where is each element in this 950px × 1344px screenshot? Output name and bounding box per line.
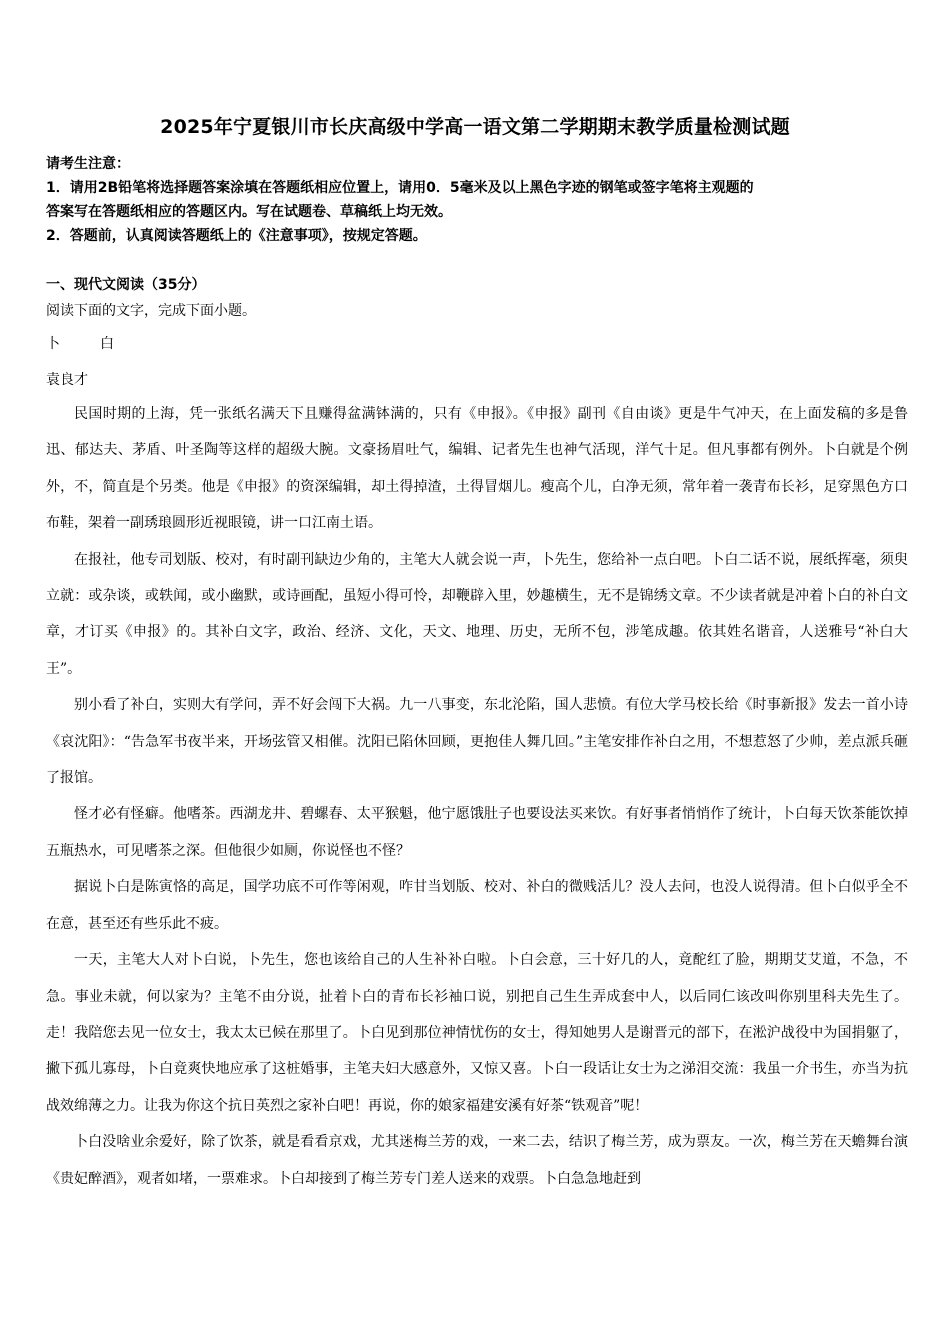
exam-title: 2025年宁夏银川市长庆高级中学高一语文第二学期期末教学质量检测试题 — [160, 116, 790, 138]
passage-paragraph: 怪才必有怪癖。他嗜茶。西湖龙井、碧螺春、太平猴魁，他宁愿饿肚子也要设法买来饮。有好事者悄悄作了统计，卜白每天饮茶能饮掉五瓶热水，可见嗜茶之深。但他很少如厕，你说怪也不怪？ — [46, 806, 908, 859]
passage-paragraph: 据说卜白是陈寅恪的高足，国学功底不可作等闲观，咋甘当划版、校对、补白的微贱活儿？没人去问，也没人说得清。但卜白似乎全不在意，甚至还有些乐此不疲。 — [46, 879, 908, 932]
passage-title: 卜白 — [46, 336, 154, 352]
reading-instruction: 阅读下面的文字，完成下面小题。 — [46, 303, 256, 319]
passage-paragraph: 在报社，他专司划版、校对，有时副刊缺边少角的，主笔大人就会说一声，卜先生，您给补一点白吧。卜白二话不说，展纸挥毫，须臾立就：或杂谈，或轶闻，或小幽默，或诗画配，虽短小得可怜，却鞭辟入里，妙趣横生，无不是锦绣文章。不少读者就是冲着卜白的补白文章，才订买《申报》的。其补白文字，政治、经济、文化，天文、地理、历史，无所不包，涉笔成趣。依其姓名谐音，人送雅号“补白大王”。 — [46, 551, 908, 677]
passage-body — [46, 396, 908, 1197]
passage-paragraph: 民国时期的上海，凭一张纸名满天下且赚得盆满钵满的，只有《申报》。《申报》副刊《自由谈》更是牛气冲天，在上面发稿的多是鲁迅、郁达夫、茅盾、叶圣陶等这样的超级大腕。文豪扬眉吐气，编辑、记者先生也神气活现，洋气十足。但凡事都有例外。卜白就是个例外，不，简直是个另类。他是《申报》的资深编辑，却土得掉渣，土得冒烟儿。瘦高个儿，白净无须，常年着一袭青布长衫，足穿黑色方口布鞋，架着一副琇琅圆形近视眼镜，讲一口江南土语。 — [46, 406, 908, 532]
notice-heading: 请考生注意： — [46, 156, 130, 172]
passage-paragraph: 卜白没啥业余爱好，除了饮茶，就是看看京戏，尤其迷梅兰芳的戏，一来二去，结识了梅兰芳，成为票友。一次，梅兰芳在天蟾舞台演《贵妃醉酒》，观者如堵，一票难求。卜白却接到了梅兰芳专门差人送来的戏票。卜白急急地赶到 — [46, 1134, 908, 1187]
notice-item: 1．请用2B铅笔将选择题答案涂填在答题纸相应位置上，请用0．5毫米及以上黑色字迹的钢笔或签字笔将主观题的 — [46, 180, 754, 196]
notice-item: 2．答题前，认真阅读答题纸上的《注意事项》，按规定答题。 — [46, 228, 427, 244]
passage-paragraph: 一天，主笔大人对卜白说，卜先生，您也该给自己的人生补补白啦。卜白会意，三十好几的人，竟酡红了脸，期期艾艾道，不急，不急。事业未就，何以家为？主笔不由分说，扯着卜白的青布长衫袖口说，别把自己生生弄成套中人，以后同仁该改叫你别里科夫先生了。走！我陪您去见一位女士，我太太已候在那里了。卜白见到那位神情忧伤的女士，得知她男人是谢晋元的部下，在淞沪战役中为国捐躯了，撇下孤儿寡母，卜白竟爽快地应承了这桩婚事，主笔夫妇大感意外，又惊又喜。卜白一段话让女士为之涕泪交流：我虽一介书生，亦当为抗战效绵薄之力。让我为你这个抗日英烈之家补白吧！再说，你的娘家福建安溪有好茶“铁观音”呢！ — [46, 952, 908, 1114]
passage-author: 袁良才 — [46, 372, 88, 388]
notice-item: 答案写在答题纸相应的答题区内。写在试题卷、草稿纸上均无效。 — [46, 204, 452, 220]
candidate-notice — [46, 152, 906, 248]
section-heading: 一、现代文阅读（35分） — [46, 277, 206, 293]
passage-paragraph: 别小看了补白，实则大有学问，弄不好会闯下大祸。九一八事变，东北沦陷，国人悲愤。有位大学马校长给《时事新报》发去一首小诗《哀沈阳》：“告急军书夜半来，开场弦管又相催。沈阳已陷休回顾，更抱佳人舞几回。”主笔安排作补白之用，不想惹怒了少帅，差点派兵砸了报馆。 — [46, 697, 908, 787]
